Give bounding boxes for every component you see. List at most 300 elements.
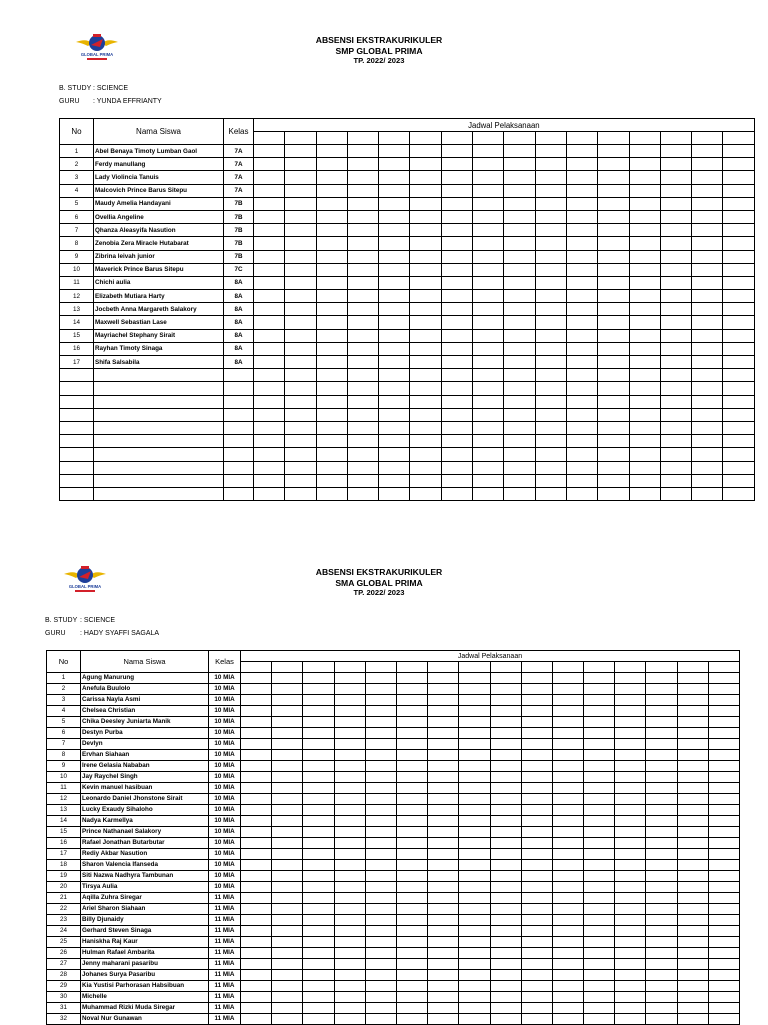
attendance-cell[interactable] xyxy=(428,992,459,1003)
attendance-cell[interactable] xyxy=(316,237,347,250)
attendance-cell[interactable] xyxy=(285,237,316,250)
attendance-cell[interactable] xyxy=(473,276,504,289)
attendance-cell[interactable] xyxy=(303,673,334,684)
attendance-cell[interactable] xyxy=(677,959,708,970)
attendance-cell[interactable] xyxy=(584,706,615,717)
attendance-cell[interactable] xyxy=(535,197,566,210)
attendance-cell[interactable] xyxy=(646,772,677,783)
attendance-cell[interactable] xyxy=(459,992,490,1003)
schedule-date-cell[interactable] xyxy=(552,662,583,673)
attendance-cell[interactable] xyxy=(521,673,552,684)
attendance-cell[interactable] xyxy=(272,860,303,871)
attendance-cell[interactable] xyxy=(459,805,490,816)
attendance-cell[interactable] xyxy=(285,184,316,197)
attendance-cell[interactable] xyxy=(660,395,691,408)
attendance-cell[interactable] xyxy=(428,926,459,937)
attendance-cell[interactable] xyxy=(285,395,316,408)
attendance-cell[interactable] xyxy=(334,750,365,761)
attendance-cell[interactable] xyxy=(459,794,490,805)
attendance-cell[interactable] xyxy=(521,959,552,970)
attendance-cell[interactable] xyxy=(285,197,316,210)
attendance-cell[interactable] xyxy=(646,717,677,728)
attendance-cell[interactable] xyxy=(660,487,691,500)
attendance-cell[interactable] xyxy=(365,849,396,860)
attendance-cell[interactable] xyxy=(692,435,723,448)
attendance-cell[interactable] xyxy=(303,992,334,1003)
attendance-cell[interactable] xyxy=(379,303,410,316)
attendance-cell[interactable] xyxy=(473,382,504,395)
attendance-cell[interactable] xyxy=(241,1014,272,1025)
attendance-cell[interactable] xyxy=(334,695,365,706)
attendance-cell[interactable] xyxy=(535,395,566,408)
attendance-cell[interactable] xyxy=(272,717,303,728)
attendance-cell[interactable] xyxy=(535,210,566,223)
attendance-cell[interactable] xyxy=(584,717,615,728)
attendance-cell[interactable] xyxy=(303,871,334,882)
schedule-date-cell[interactable] xyxy=(379,132,410,145)
attendance-cell[interactable] xyxy=(584,860,615,871)
attendance-cell[interactable] xyxy=(708,893,739,904)
attendance-cell[interactable] xyxy=(535,382,566,395)
attendance-cell[interactable] xyxy=(459,827,490,838)
attendance-cell[interactable] xyxy=(441,474,472,487)
attendance-cell[interactable] xyxy=(521,816,552,827)
attendance-cell[interactable] xyxy=(504,171,535,184)
attendance-cell[interactable] xyxy=(490,948,521,959)
attendance-cell[interactable] xyxy=(303,838,334,849)
attendance-cell[interactable] xyxy=(365,794,396,805)
attendance-cell[interactable] xyxy=(504,263,535,276)
attendance-cell[interactable] xyxy=(535,263,566,276)
attendance-cell[interactable] xyxy=(490,849,521,860)
attendance-cell[interactable] xyxy=(723,329,754,342)
attendance-cell[interactable] xyxy=(272,849,303,860)
attendance-cell[interactable] xyxy=(504,369,535,382)
attendance-cell[interactable] xyxy=(660,276,691,289)
attendance-cell[interactable] xyxy=(723,184,754,197)
attendance-cell[interactable] xyxy=(347,461,378,474)
attendance-cell[interactable] xyxy=(316,197,347,210)
attendance-cell[interactable] xyxy=(428,717,459,728)
attendance-cell[interactable] xyxy=(285,448,316,461)
attendance-cell[interactable] xyxy=(660,210,691,223)
attendance-cell[interactable] xyxy=(552,871,583,882)
attendance-cell[interactable] xyxy=(316,382,347,395)
attendance-cell[interactable] xyxy=(552,992,583,1003)
attendance-cell[interactable] xyxy=(241,827,272,838)
attendance-cell[interactable] xyxy=(677,827,708,838)
attendance-cell[interactable] xyxy=(584,849,615,860)
attendance-cell[interactable] xyxy=(459,937,490,948)
attendance-cell[interactable] xyxy=(708,871,739,882)
attendance-cell[interactable] xyxy=(629,461,660,474)
attendance-cell[interactable] xyxy=(241,728,272,739)
attendance-cell[interactable] xyxy=(365,882,396,893)
attendance-cell[interactable] xyxy=(646,926,677,937)
attendance-cell[interactable] xyxy=(692,224,723,237)
attendance-cell[interactable] xyxy=(677,1003,708,1014)
attendance-cell[interactable] xyxy=(535,461,566,474)
attendance-cell[interactable] xyxy=(459,706,490,717)
attendance-cell[interactable] xyxy=(396,794,427,805)
attendance-cell[interactable] xyxy=(334,915,365,926)
attendance-cell[interactable] xyxy=(334,926,365,937)
attendance-cell[interactable] xyxy=(334,970,365,981)
attendance-cell[interactable] xyxy=(677,981,708,992)
attendance-cell[interactable] xyxy=(285,421,316,434)
attendance-cell[interactable] xyxy=(692,263,723,276)
attendance-cell[interactable] xyxy=(428,948,459,959)
attendance-cell[interactable] xyxy=(660,316,691,329)
schedule-date-cell[interactable] xyxy=(254,132,285,145)
attendance-cell[interactable] xyxy=(334,684,365,695)
attendance-cell[interactable] xyxy=(459,728,490,739)
attendance-cell[interactable] xyxy=(334,904,365,915)
attendance-cell[interactable] xyxy=(285,210,316,223)
attendance-cell[interactable] xyxy=(396,805,427,816)
attendance-cell[interactable] xyxy=(504,342,535,355)
attendance-cell[interactable] xyxy=(504,303,535,316)
attendance-cell[interactable] xyxy=(441,421,472,434)
attendance-cell[interactable] xyxy=(598,408,629,421)
attendance-cell[interactable] xyxy=(552,750,583,761)
attendance-cell[interactable] xyxy=(566,356,597,369)
attendance-cell[interactable] xyxy=(334,706,365,717)
attendance-cell[interactable] xyxy=(379,382,410,395)
attendance-cell[interactable] xyxy=(629,448,660,461)
attendance-cell[interactable] xyxy=(347,158,378,171)
attendance-cell[interactable] xyxy=(646,783,677,794)
attendance-cell[interactable] xyxy=(428,706,459,717)
attendance-cell[interactable] xyxy=(677,761,708,772)
attendance-cell[interactable] xyxy=(490,915,521,926)
attendance-cell[interactable] xyxy=(552,739,583,750)
attendance-cell[interactable] xyxy=(660,435,691,448)
attendance-cell[interactable] xyxy=(428,970,459,981)
attendance-cell[interactable] xyxy=(441,158,472,171)
attendance-cell[interactable] xyxy=(334,893,365,904)
attendance-cell[interactable] xyxy=(490,871,521,882)
attendance-cell[interactable] xyxy=(334,937,365,948)
attendance-cell[interactable] xyxy=(598,224,629,237)
attendance-cell[interactable] xyxy=(303,717,334,728)
attendance-cell[interactable] xyxy=(566,329,597,342)
attendance-cell[interactable] xyxy=(552,695,583,706)
attendance-cell[interactable] xyxy=(441,395,472,408)
attendance-cell[interactable] xyxy=(410,197,441,210)
attendance-cell[interactable] xyxy=(660,369,691,382)
attendance-cell[interactable] xyxy=(646,750,677,761)
attendance-cell[interactable] xyxy=(379,408,410,421)
attendance-cell[interactable] xyxy=(334,992,365,1003)
attendance-cell[interactable] xyxy=(428,794,459,805)
attendance-cell[interactable] xyxy=(379,197,410,210)
attendance-cell[interactable] xyxy=(692,356,723,369)
attendance-cell[interactable] xyxy=(334,673,365,684)
attendance-cell[interactable] xyxy=(365,893,396,904)
attendance-cell[interactable] xyxy=(723,342,754,355)
schedule-date-cell[interactable] xyxy=(723,132,754,145)
attendance-cell[interactable] xyxy=(504,421,535,434)
attendance-cell[interactable] xyxy=(660,329,691,342)
attendance-cell[interactable] xyxy=(441,369,472,382)
attendance-cell[interactable] xyxy=(410,435,441,448)
attendance-cell[interactable] xyxy=(566,237,597,250)
attendance-cell[interactable] xyxy=(254,448,285,461)
attendance-cell[interactable] xyxy=(410,421,441,434)
attendance-cell[interactable] xyxy=(441,237,472,250)
attendance-cell[interactable] xyxy=(629,171,660,184)
schedule-date-cell[interactable] xyxy=(303,662,334,673)
attendance-cell[interactable] xyxy=(521,882,552,893)
attendance-cell[interactable] xyxy=(365,1014,396,1025)
attendance-cell[interactable] xyxy=(254,224,285,237)
attendance-cell[interactable] xyxy=(723,303,754,316)
attendance-cell[interactable] xyxy=(646,948,677,959)
attendance-cell[interactable] xyxy=(303,827,334,838)
attendance-cell[interactable] xyxy=(396,728,427,739)
attendance-cell[interactable] xyxy=(490,838,521,849)
attendance-cell[interactable] xyxy=(441,448,472,461)
attendance-cell[interactable] xyxy=(723,224,754,237)
attendance-cell[interactable] xyxy=(521,827,552,838)
schedule-date-cell[interactable] xyxy=(504,132,535,145)
attendance-cell[interactable] xyxy=(646,794,677,805)
attendance-cell[interactable] xyxy=(598,145,629,158)
attendance-cell[interactable] xyxy=(584,673,615,684)
attendance-cell[interactable] xyxy=(285,158,316,171)
attendance-cell[interactable] xyxy=(692,158,723,171)
attendance-cell[interactable] xyxy=(566,145,597,158)
attendance-cell[interactable] xyxy=(584,948,615,959)
attendance-cell[interactable] xyxy=(646,805,677,816)
attendance-cell[interactable] xyxy=(254,237,285,250)
attendance-cell[interactable] xyxy=(521,838,552,849)
attendance-cell[interactable] xyxy=(598,316,629,329)
attendance-cell[interactable] xyxy=(241,926,272,937)
attendance-cell[interactable] xyxy=(598,184,629,197)
attendance-cell[interactable] xyxy=(473,421,504,434)
attendance-cell[interactable] xyxy=(566,171,597,184)
attendance-cell[interactable] xyxy=(566,197,597,210)
attendance-cell[interactable] xyxy=(660,158,691,171)
attendance-cell[interactable] xyxy=(316,184,347,197)
attendance-cell[interactable] xyxy=(334,783,365,794)
schedule-date-cell[interactable] xyxy=(646,662,677,673)
attendance-cell[interactable] xyxy=(615,948,646,959)
attendance-cell[interactable] xyxy=(708,981,739,992)
attendance-cell[interactable] xyxy=(272,750,303,761)
attendance-cell[interactable] xyxy=(241,783,272,794)
attendance-cell[interactable] xyxy=(677,904,708,915)
attendance-cell[interactable] xyxy=(334,948,365,959)
attendance-cell[interactable] xyxy=(660,237,691,250)
attendance-cell[interactable] xyxy=(598,342,629,355)
attendance-cell[interactable] xyxy=(598,421,629,434)
attendance-cell[interactable] xyxy=(396,904,427,915)
attendance-cell[interactable] xyxy=(584,959,615,970)
attendance-cell[interactable] xyxy=(646,893,677,904)
attendance-cell[interactable] xyxy=(379,210,410,223)
attendance-cell[interactable] xyxy=(365,959,396,970)
attendance-cell[interactable] xyxy=(521,981,552,992)
attendance-cell[interactable] xyxy=(379,487,410,500)
attendance-cell[interactable] xyxy=(646,970,677,981)
attendance-cell[interactable] xyxy=(615,1003,646,1014)
attendance-cell[interactable] xyxy=(504,329,535,342)
attendance-cell[interactable] xyxy=(303,860,334,871)
attendance-cell[interactable] xyxy=(285,250,316,263)
attendance-cell[interactable] xyxy=(334,794,365,805)
attendance-cell[interactable] xyxy=(365,970,396,981)
attendance-cell[interactable] xyxy=(396,959,427,970)
attendance-cell[interactable] xyxy=(708,717,739,728)
attendance-cell[interactable] xyxy=(316,421,347,434)
attendance-cell[interactable] xyxy=(535,369,566,382)
attendance-cell[interactable] xyxy=(629,263,660,276)
attendance-cell[interactable] xyxy=(521,948,552,959)
attendance-cell[interactable] xyxy=(615,871,646,882)
attendance-cell[interactable] xyxy=(365,805,396,816)
attendance-cell[interactable] xyxy=(535,435,566,448)
attendance-cell[interactable] xyxy=(615,805,646,816)
attendance-cell[interactable] xyxy=(598,448,629,461)
attendance-cell[interactable] xyxy=(521,761,552,772)
attendance-cell[interactable] xyxy=(303,739,334,750)
attendance-cell[interactable] xyxy=(410,250,441,263)
attendance-cell[interactable] xyxy=(428,728,459,739)
attendance-cell[interactable] xyxy=(428,739,459,750)
attendance-cell[interactable] xyxy=(598,276,629,289)
attendance-cell[interactable] xyxy=(723,263,754,276)
schedule-date-cell[interactable] xyxy=(660,132,691,145)
attendance-cell[interactable] xyxy=(552,959,583,970)
attendance-cell[interactable] xyxy=(316,408,347,421)
attendance-cell[interactable] xyxy=(629,145,660,158)
attendance-cell[interactable] xyxy=(692,197,723,210)
attendance-cell[interactable] xyxy=(396,772,427,783)
attendance-cell[interactable] xyxy=(708,1014,739,1025)
attendance-cell[interactable] xyxy=(660,421,691,434)
attendance-cell[interactable] xyxy=(473,250,504,263)
attendance-cell[interactable] xyxy=(646,937,677,948)
attendance-cell[interactable] xyxy=(254,250,285,263)
attendance-cell[interactable] xyxy=(473,356,504,369)
attendance-cell[interactable] xyxy=(396,981,427,992)
attendance-cell[interactable] xyxy=(379,158,410,171)
attendance-cell[interactable] xyxy=(285,263,316,276)
attendance-cell[interactable] xyxy=(459,750,490,761)
attendance-cell[interactable] xyxy=(473,487,504,500)
attendance-cell[interactable] xyxy=(272,926,303,937)
attendance-cell[interactable] xyxy=(347,474,378,487)
attendance-cell[interactable] xyxy=(441,303,472,316)
attendance-cell[interactable] xyxy=(521,805,552,816)
attendance-cell[interactable] xyxy=(241,750,272,761)
attendance-cell[interactable] xyxy=(241,893,272,904)
attendance-cell[interactable] xyxy=(285,487,316,500)
attendance-cell[interactable] xyxy=(615,783,646,794)
attendance-cell[interactable] xyxy=(677,1014,708,1025)
attendance-cell[interactable] xyxy=(708,948,739,959)
attendance-cell[interactable] xyxy=(254,145,285,158)
attendance-cell[interactable] xyxy=(396,750,427,761)
attendance-cell[interactable] xyxy=(504,290,535,303)
attendance-cell[interactable] xyxy=(410,329,441,342)
attendance-cell[interactable] xyxy=(428,860,459,871)
attendance-cell[interactable] xyxy=(552,816,583,827)
attendance-cell[interactable] xyxy=(285,290,316,303)
attendance-cell[interactable] xyxy=(459,893,490,904)
attendance-cell[interactable] xyxy=(272,1014,303,1025)
attendance-cell[interactable] xyxy=(598,474,629,487)
attendance-cell[interactable] xyxy=(598,395,629,408)
attendance-cell[interactable] xyxy=(410,408,441,421)
attendance-cell[interactable] xyxy=(552,684,583,695)
attendance-cell[interactable] xyxy=(347,145,378,158)
attendance-cell[interactable] xyxy=(615,926,646,937)
attendance-cell[interactable] xyxy=(521,783,552,794)
attendance-cell[interactable] xyxy=(535,237,566,250)
attendance-cell[interactable] xyxy=(535,356,566,369)
attendance-cell[interactable] xyxy=(615,827,646,838)
attendance-cell[interactable] xyxy=(428,783,459,794)
attendance-cell[interactable] xyxy=(254,210,285,223)
attendance-cell[interactable] xyxy=(660,461,691,474)
attendance-cell[interactable] xyxy=(677,794,708,805)
attendance-cell[interactable] xyxy=(396,673,427,684)
schedule-date-cell[interactable] xyxy=(334,662,365,673)
attendance-cell[interactable] xyxy=(473,474,504,487)
attendance-cell[interactable] xyxy=(629,474,660,487)
attendance-cell[interactable] xyxy=(692,290,723,303)
attendance-cell[interactable] xyxy=(241,684,272,695)
attendance-cell[interactable] xyxy=(692,329,723,342)
attendance-cell[interactable] xyxy=(708,673,739,684)
attendance-cell[interactable] xyxy=(504,316,535,329)
attendance-cell[interactable] xyxy=(396,684,427,695)
attendance-cell[interactable] xyxy=(660,250,691,263)
attendance-cell[interactable] xyxy=(552,761,583,772)
attendance-cell[interactable] xyxy=(566,342,597,355)
attendance-cell[interactable] xyxy=(615,673,646,684)
attendance-cell[interactable] xyxy=(365,904,396,915)
attendance-cell[interactable] xyxy=(241,816,272,827)
attendance-cell[interactable] xyxy=(629,224,660,237)
attendance-cell[interactable] xyxy=(396,926,427,937)
attendance-cell[interactable] xyxy=(396,816,427,827)
attendance-cell[interactable] xyxy=(566,487,597,500)
attendance-cell[interactable] xyxy=(521,915,552,926)
attendance-cell[interactable] xyxy=(521,750,552,761)
attendance-cell[interactable] xyxy=(303,926,334,937)
attendance-cell[interactable] xyxy=(629,421,660,434)
attendance-cell[interactable] xyxy=(723,316,754,329)
attendance-cell[interactable] xyxy=(584,893,615,904)
attendance-cell[interactable] xyxy=(441,487,472,500)
attendance-cell[interactable] xyxy=(723,158,754,171)
attendance-cell[interactable] xyxy=(441,263,472,276)
attendance-cell[interactable] xyxy=(598,487,629,500)
attendance-cell[interactable] xyxy=(566,184,597,197)
attendance-cell[interactable] xyxy=(379,369,410,382)
attendance-cell[interactable] xyxy=(410,395,441,408)
attendance-cell[interactable] xyxy=(629,435,660,448)
attendance-cell[interactable] xyxy=(473,435,504,448)
attendance-cell[interactable] xyxy=(365,684,396,695)
attendance-cell[interactable] xyxy=(646,673,677,684)
attendance-cell[interactable] xyxy=(272,684,303,695)
